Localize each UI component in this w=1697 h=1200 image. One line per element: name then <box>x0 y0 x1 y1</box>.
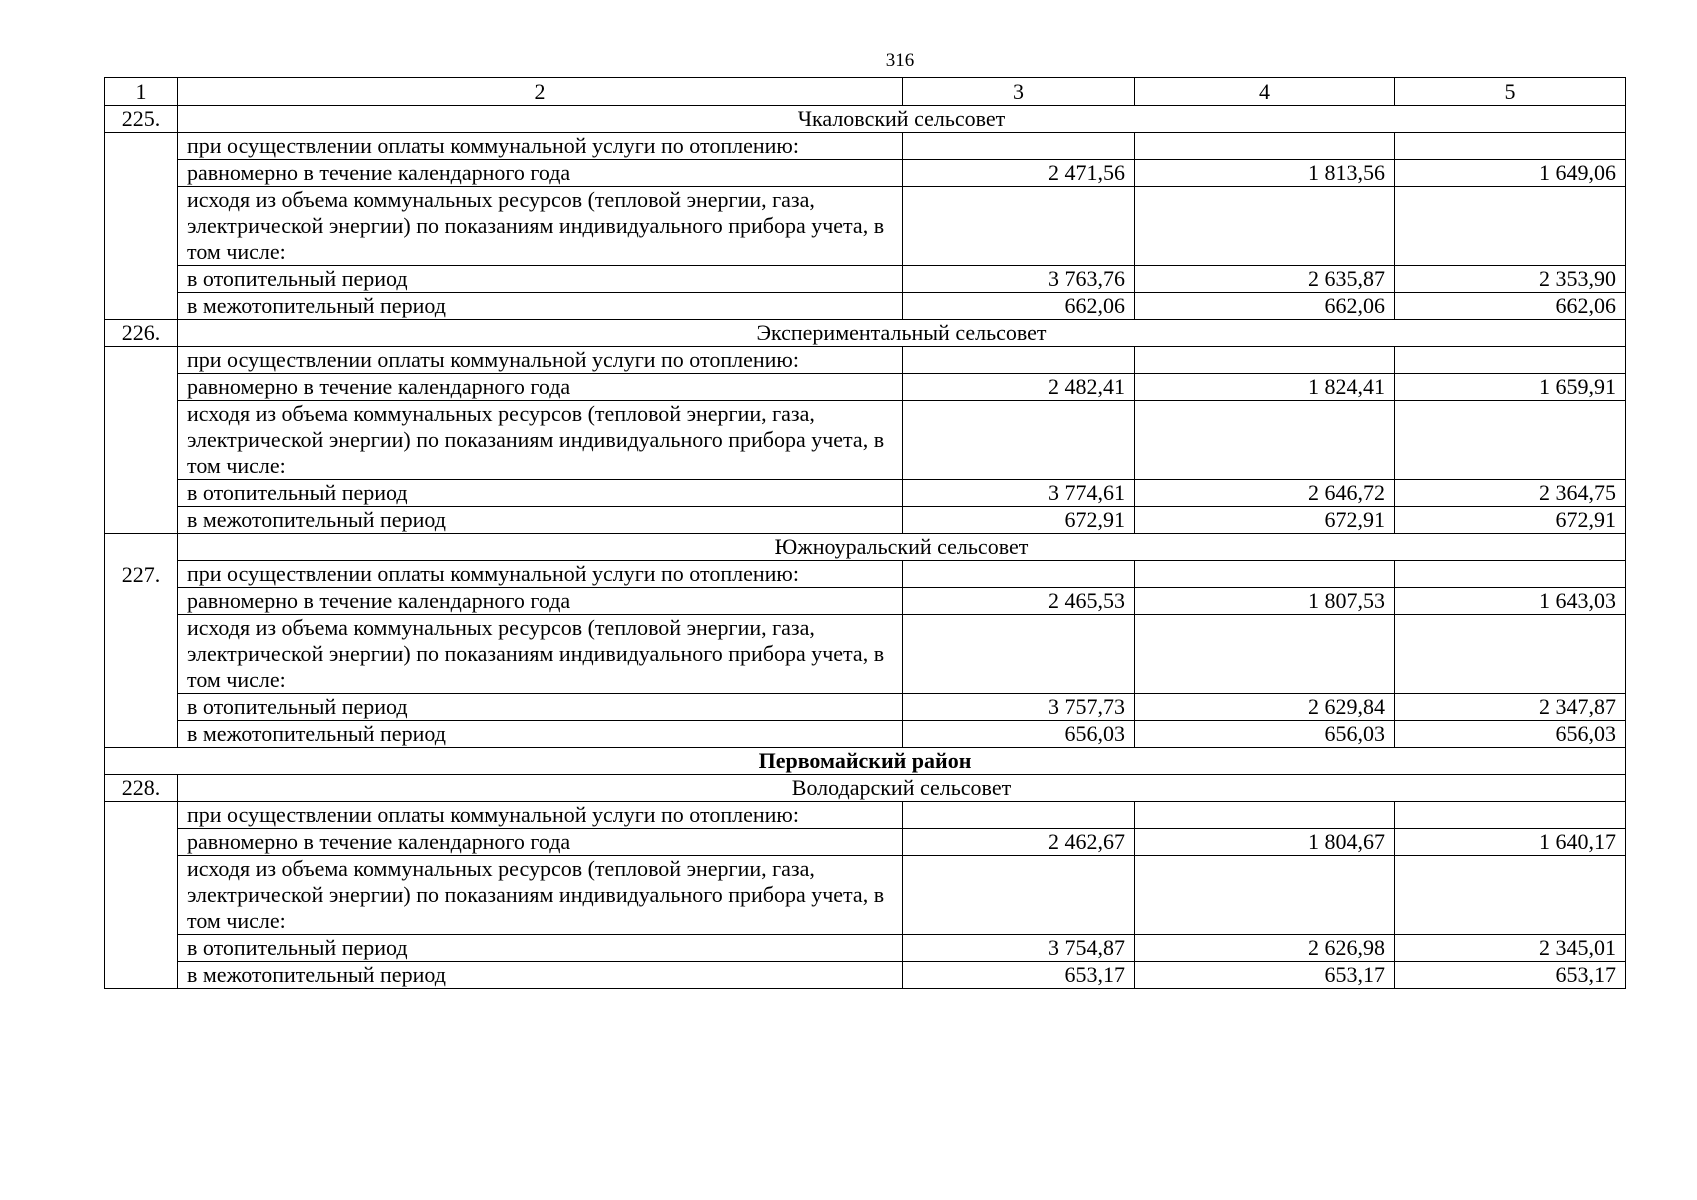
row-number-cell <box>105 187 178 266</box>
row-label: равномерно в течение календарного года <box>178 160 903 187</box>
value-col-3: 2 471,56 <box>903 160 1135 187</box>
row-number-cell <box>105 935 178 962</box>
table-row <box>105 935 1626 962</box>
row-label: в отопительный период <box>178 935 903 962</box>
value-col-5: 1 649,06 <box>1395 160 1626 187</box>
value-col-3: 2 462,67 <box>903 829 1135 856</box>
value-col-3 <box>903 561 1135 588</box>
value-col-3 <box>903 133 1135 160</box>
table-row <box>105 615 1626 694</box>
table-row <box>105 962 1626 989</box>
section-title-row <box>105 534 1626 561</box>
section-title: Южноуральский сельсовет <box>178 534 1626 561</box>
value-col-4: 2 635,87 <box>1135 266 1395 293</box>
row-label: в межотопительный период <box>178 721 903 748</box>
row-number-cell <box>105 347 178 374</box>
row-number-cell <box>105 588 178 615</box>
value-col-3: 653,17 <box>903 962 1135 989</box>
value-col-3: 662,06 <box>903 293 1135 320</box>
row-label: исходя из объема коммунальных ресурсов (тепловой энергии, газа, электрической энергии) по показаниям индивидуального прибора учета, в том числе: <box>178 187 903 266</box>
value-col-5 <box>1395 401 1626 480</box>
row-label: равномерно в течение календарного года <box>178 374 903 401</box>
table-row <box>105 561 1626 588</box>
value-col-3: 3 757,73 <box>903 694 1135 721</box>
row-label: в межотопительный период <box>178 293 903 320</box>
header-row <box>105 78 1626 106</box>
section-title-row <box>105 106 1626 133</box>
table-row <box>105 588 1626 615</box>
value-col-4 <box>1135 561 1395 588</box>
table-row <box>105 856 1626 935</box>
row-label: при осуществлении оплаты коммунальной услуги по отоплению: <box>178 561 903 588</box>
value-col-4: 1 804,67 <box>1135 829 1395 856</box>
row-number-cell <box>105 293 178 320</box>
row-number-cell <box>105 374 178 401</box>
value-col-3 <box>903 347 1135 374</box>
value-col-5 <box>1395 615 1626 694</box>
header-col-3: 3 <box>903 78 1135 106</box>
row-number-cell <box>105 534 178 561</box>
table-row <box>105 694 1626 721</box>
value-col-4: 1 813,56 <box>1135 160 1395 187</box>
table-row <box>105 187 1626 266</box>
value-col-4 <box>1135 615 1395 694</box>
section-number: 225. <box>105 106 178 133</box>
value-col-5 <box>1395 187 1626 266</box>
value-col-5 <box>1395 347 1626 374</box>
value-col-5: 2 353,90 <box>1395 266 1626 293</box>
row-label: в отопительный период <box>178 480 903 507</box>
value-col-4 <box>1135 802 1395 829</box>
value-col-5: 2 364,75 <box>1395 480 1626 507</box>
row-label: равномерно в течение календарного года <box>178 829 903 856</box>
value-col-4: 672,91 <box>1135 507 1395 534</box>
value-col-3 <box>903 856 1135 935</box>
value-col-5: 2 345,01 <box>1395 935 1626 962</box>
section-title: Экспериментальный сельсовет <box>178 320 1626 347</box>
table-body <box>105 78 1626 989</box>
value-col-5: 653,17 <box>1395 962 1626 989</box>
value-col-3: 672,91 <box>903 507 1135 534</box>
value-col-4 <box>1135 187 1395 266</box>
section-number: 228. <box>105 775 178 802</box>
section-title-row <box>105 320 1626 347</box>
row-number-cell <box>105 266 178 293</box>
section-number: 227. <box>105 561 178 588</box>
row-number-cell <box>105 802 178 829</box>
table-row <box>105 347 1626 374</box>
table-row <box>105 266 1626 293</box>
value-col-5: 656,03 <box>1395 721 1626 748</box>
row-number-cell <box>105 615 178 694</box>
row-label: исходя из объема коммунальных ресурсов (тепловой энергии, газа, электрической энергии) по показаниям индивидуального прибора учета, в том числе: <box>178 615 903 694</box>
table-row <box>105 480 1626 507</box>
value-col-3 <box>903 615 1135 694</box>
table-row <box>105 374 1626 401</box>
page-number: 316 <box>885 50 915 71</box>
value-col-4: 656,03 <box>1135 721 1395 748</box>
value-col-4 <box>1135 401 1395 480</box>
row-label: в межотопительный период <box>178 962 903 989</box>
value-col-4: 2 646,72 <box>1135 480 1395 507</box>
value-col-5: 2 347,87 <box>1395 694 1626 721</box>
value-col-5: 672,91 <box>1395 507 1626 534</box>
table-row <box>105 802 1626 829</box>
value-col-3: 656,03 <box>903 721 1135 748</box>
value-col-3 <box>903 802 1135 829</box>
section-title: Чкаловский сельсовет <box>178 106 1626 133</box>
section-number: 226. <box>105 320 178 347</box>
row-number-cell <box>105 721 178 748</box>
section-title: Володарский сельсовет <box>178 775 1626 802</box>
tariff-table-wrapper <box>104 77 1625 989</box>
value-col-5: 1 659,91 <box>1395 374 1626 401</box>
value-col-4: 2 629,84 <box>1135 694 1395 721</box>
value-col-4 <box>1135 856 1395 935</box>
row-label: при осуществлении оплаты коммунальной услуги по отоплению: <box>178 133 903 160</box>
row-label: при осуществлении оплаты коммунальной услуги по отоплению: <box>178 802 903 829</box>
table-row <box>105 829 1626 856</box>
row-label: исходя из объема коммунальных ресурсов (тепловой энергии, газа, электрической энергии) по показаниям индивидуального прибора учета, в том числе: <box>178 856 903 935</box>
row-label: в отопительный период <box>178 266 903 293</box>
value-col-3 <box>903 401 1135 480</box>
value-col-5 <box>1395 561 1626 588</box>
table-row <box>105 401 1626 480</box>
value-col-5 <box>1395 133 1626 160</box>
value-col-4: 1 824,41 <box>1135 374 1395 401</box>
row-label: в межотопительный период <box>178 507 903 534</box>
row-label: в отопительный период <box>178 694 903 721</box>
value-col-4: 662,06 <box>1135 293 1395 320</box>
row-number-cell <box>105 401 178 480</box>
value-col-3: 3 763,76 <box>903 266 1135 293</box>
table-row <box>105 160 1626 187</box>
header-col-2: 2 <box>178 78 903 106</box>
row-label: равномерно в течение календарного года <box>178 588 903 615</box>
value-col-4 <box>1135 347 1395 374</box>
row-label: исходя из объема коммунальных ресурсов (тепловой энергии, газа, электрической энергии) по показаниям индивидуального прибора учета, в том числе: <box>178 401 903 480</box>
row-number-cell <box>105 507 178 534</box>
row-label: при осуществлении оплаты коммунальной услуги по отоплению: <box>178 347 903 374</box>
row-number-cell <box>105 962 178 989</box>
value-col-5: 1 643,03 <box>1395 588 1626 615</box>
value-col-4: 2 626,98 <box>1135 935 1395 962</box>
value-col-3: 3 774,61 <box>903 480 1135 507</box>
value-col-3: 3 754,87 <box>903 935 1135 962</box>
table-row <box>105 507 1626 534</box>
district-heading: Первомайский район <box>105 748 1626 775</box>
table-row <box>105 721 1626 748</box>
row-number-cell <box>105 829 178 856</box>
table-row <box>105 133 1626 160</box>
value-col-5: 662,06 <box>1395 293 1626 320</box>
district-row <box>105 748 1626 775</box>
tariff-table <box>104 77 1626 989</box>
header-col-1: 1 <box>105 78 178 106</box>
row-number-cell <box>105 856 178 935</box>
value-col-5: 1 640,17 <box>1395 829 1626 856</box>
table-row <box>105 293 1626 320</box>
value-col-4: 653,17 <box>1135 962 1395 989</box>
value-col-3: 2 465,53 <box>903 588 1135 615</box>
value-col-4: 1 807,53 <box>1135 588 1395 615</box>
value-col-5 <box>1395 802 1626 829</box>
header-col-5: 5 <box>1395 78 1626 106</box>
section-title-row <box>105 775 1626 802</box>
value-col-4 <box>1135 133 1395 160</box>
row-number-cell <box>105 160 178 187</box>
value-col-3 <box>903 187 1135 266</box>
row-number-cell <box>105 694 178 721</box>
row-number-cell <box>105 133 178 160</box>
value-col-3: 2 482,41 <box>903 374 1135 401</box>
row-number-cell <box>105 480 178 507</box>
header-col-4: 4 <box>1135 78 1395 106</box>
value-col-5 <box>1395 856 1626 935</box>
